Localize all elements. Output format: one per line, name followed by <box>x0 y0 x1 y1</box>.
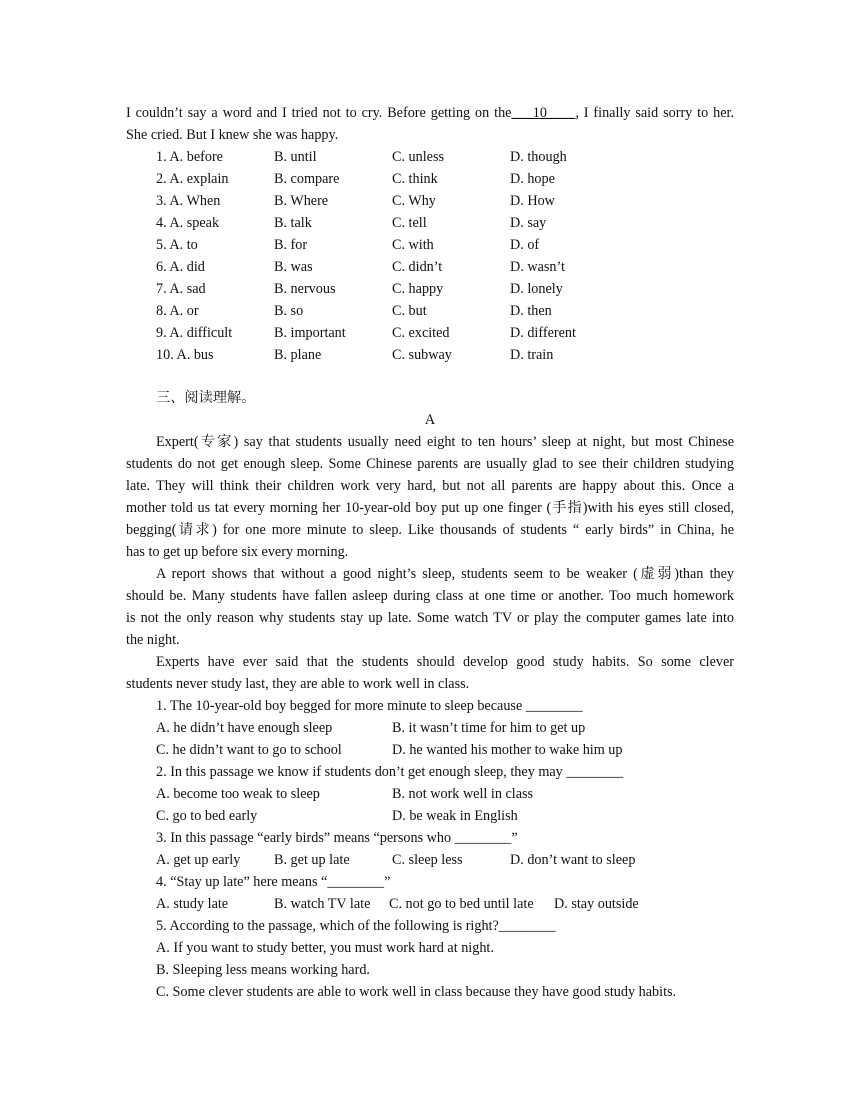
cloze-text-before-blank: I couldn’t say a word and I tried not to cry. Before getting on the <box>126 105 512 121</box>
option-d: D. he wanted his mother to wake him up <box>392 742 623 758</box>
question-2-stem: 2. In this passage we know if students don’t get enough sleep, they may ________ <box>156 764 624 780</box>
passage-line: A report shows that without a good night’s sleep, students seem to be weaker (虚弱)than they <box>156 566 734 582</box>
option-a: 9. A. difficult <box>156 325 233 341</box>
option-d: D. train <box>510 347 554 363</box>
passage-line: should be. Many students have fallen asleep during class at one time or another. Too much homework <box>126 588 734 604</box>
option-d: D. don’t want to sleep <box>510 852 636 868</box>
option-c: C. with <box>392 237 434 253</box>
option-c: C. he didn’t want to go to school <box>156 742 342 758</box>
option-b: B. talk <box>274 215 312 231</box>
option-a: 2. A. explain <box>156 171 229 187</box>
option-a: 7. A. sad <box>156 281 206 297</box>
passage-line: has to get up before six every morning. <box>126 544 349 560</box>
cloze-option-row <box>156 212 734 234</box>
cloze-option-row <box>156 322 734 344</box>
option-d: D. though <box>510 149 567 165</box>
option-a: 4. A. speak <box>156 215 220 231</box>
option-a: 3. A. When <box>156 193 221 209</box>
cloze-blank-10: ___10____ <box>511 105 576 121</box>
option-c: C. didn’t <box>392 259 443 275</box>
option-c: C. happy <box>392 281 444 297</box>
option-d: D. say <box>510 215 547 231</box>
question-1-options-row <box>156 717 734 739</box>
option-b: B. plane <box>274 347 322 363</box>
question-2-options-row <box>156 783 734 805</box>
passage-line: students do not get enough sleep. Some Chinese parents are usually glad to see their children studying <box>126 456 734 472</box>
option-b: B. so <box>274 303 304 319</box>
question-4-stem: 4. “Stay up late” here means “________” <box>156 874 391 890</box>
option-b: B. important <box>274 325 346 341</box>
passage-line: Expert(专家) say that students usually need eight to ten hours’ sleep at night, but most Chinese <box>156 434 734 450</box>
option-a: A. he didn’t have enough sleep <box>156 720 333 736</box>
option-c: C. sleep less <box>392 852 463 868</box>
option-a: 8. A. or <box>156 303 199 319</box>
option-a: A. study late <box>156 896 229 912</box>
option-c: C. tell <box>392 215 427 231</box>
cloze-tail-line-1 <box>126 102 734 124</box>
cloze-option-row <box>156 256 734 278</box>
passage-line: late. They will think their children work very hard, but not all parents are happy about this. Once a <box>126 478 734 494</box>
option-b: B. until <box>274 149 317 165</box>
cloze-option-row <box>156 146 734 168</box>
option-c: C. subway <box>392 347 452 363</box>
question-1-options-row <box>156 739 734 761</box>
option-b: B. not work well in class <box>392 786 534 802</box>
cloze-tail-line-2: She cried. But I knew she was happy. <box>126 127 339 143</box>
option-a: 10. A. bus <box>156 347 214 363</box>
option-d: D. stay outside <box>554 896 639 912</box>
cloze-option-row <box>156 300 734 322</box>
cloze-option-row <box>156 278 734 300</box>
cloze-option-row <box>156 190 734 212</box>
option-b: B. nervous <box>274 281 336 297</box>
option-c: C. not go to bed until late <box>389 896 534 912</box>
option-b: B. for <box>274 237 308 253</box>
option-d: D. then <box>510 303 552 319</box>
question-5-stem: 5. According to the passage, which of the following is right?________ <box>156 918 556 934</box>
option-b: B. it wasn’t time for him to get up <box>392 720 586 736</box>
question-5-option-b: B. Sleeping less means working hard. <box>156 962 370 978</box>
question-3-stem: 3. In this passage “early birds” means “persons who ________” <box>156 830 518 846</box>
option-a: A. get up early <box>156 852 241 868</box>
question-2-options-row <box>156 805 734 827</box>
option-a: A. become too weak to sleep <box>156 786 320 802</box>
option-b: B. get up late <box>274 852 350 868</box>
option-d: D. different <box>510 325 576 341</box>
cloze-option-row <box>156 344 734 366</box>
option-d: D. lonely <box>510 281 563 297</box>
option-c: C. think <box>392 171 438 187</box>
passage-line: mother told us tat every morning her 10-year-old boy put up one finger (手指)with his eyes still closed, <box>126 500 734 516</box>
option-c: C. excited <box>392 325 450 341</box>
question-4-options-row <box>156 893 734 915</box>
cloze-option-row <box>156 168 734 190</box>
option-a: 5. A. to <box>156 237 198 253</box>
option-b: B. watch TV late <box>274 896 371 912</box>
question-5-option-c: C. Some clever students are able to work well in class because they have good study habits. <box>156 984 677 1000</box>
option-a: 6. A. did <box>156 259 205 275</box>
passage-line: the night. <box>126 632 180 648</box>
option-d: D. of <box>510 237 540 253</box>
option-d: D. wasn’t <box>510 259 565 275</box>
option-d: D. be weak in English <box>392 808 518 824</box>
option-d: D. hope <box>510 171 555 187</box>
option-c: C. but <box>392 303 427 319</box>
passage-line: is not the only reason why students stay up late. Some watch TV or play the computer games late into <box>126 610 734 626</box>
passage-label: A <box>424 412 436 428</box>
passage-line: students never study last, they are able to work well in class. <box>126 676 470 692</box>
cloze-option-row <box>156 234 734 256</box>
section-heading: 三、阅读理解。 <box>156 390 256 406</box>
option-c: C. go to bed early <box>156 808 258 824</box>
question-1-stem: 1. The 10-year-old boy begged for more minute to sleep because ________ <box>156 698 583 714</box>
option-a: 1. A. before <box>156 149 223 165</box>
passage-line: Experts have ever said that the students should develop good study habits. So some clever <box>156 654 734 670</box>
passage-line: begging(请求) for one more minute to sleep. Like thousands of students “ early birds” in China, he <box>126 522 734 538</box>
cloze-text-after-blank: , I finally said sorry to her. <box>575 105 734 121</box>
option-d: D. How <box>510 193 555 209</box>
option-b: B. compare <box>274 171 340 187</box>
option-c: C. unless <box>392 149 445 165</box>
option-b: B. Where <box>274 193 329 209</box>
option-b: B. was <box>274 259 313 275</box>
question-3-options-row <box>156 849 734 871</box>
option-c: C. Why <box>392 193 436 209</box>
question-5-option-a: A. If you want to study better, you must work hard at night. <box>156 940 494 956</box>
